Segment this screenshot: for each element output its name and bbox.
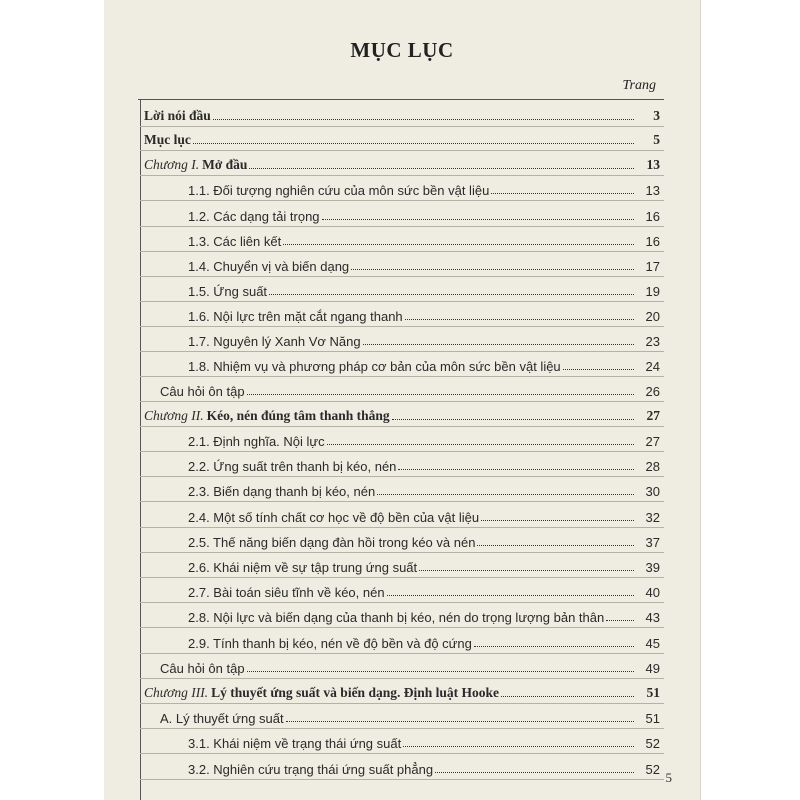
toc-page-number: 27 (645, 434, 660, 449)
toc-entry-label (188, 459, 396, 474)
toc-entry-text: 2.5. Thế năng biến dạng đàn hồi trong kéo và nén (188, 535, 476, 550)
toc-entry-text: 1.4. Chuyển vị và biến dạng (188, 259, 350, 274)
toc-entry-label (188, 259, 349, 274)
toc-entry-label (160, 661, 245, 676)
toc-page-number: 26 (645, 384, 660, 399)
toc-entry-label (188, 359, 561, 374)
toc-entry (188, 555, 660, 575)
toc-row-rule (140, 501, 664, 502)
toc-page-number: 19 (645, 284, 660, 299)
toc-page-number: 5 (653, 132, 660, 147)
toc-row-rule (140, 376, 664, 377)
toc-entry-text: A. Lý thuyết ứng suất (160, 711, 284, 726)
toc-entry-label (188, 334, 361, 349)
toc-entry-label (188, 434, 325, 449)
toc-entry-label (188, 209, 320, 224)
page-number: 5 (665, 770, 672, 785)
toc-leader-dots (247, 671, 634, 672)
toc-row-rule (140, 779, 664, 780)
toc-page-number: 16 (645, 209, 660, 224)
toc-page-number: 23 (645, 334, 660, 349)
toc-row-rule (140, 175, 664, 176)
toc-entry-label (188, 736, 401, 751)
toc-entry-label (144, 157, 247, 173)
toc-chapter-prefix: Chương I. (144, 157, 200, 172)
toc-entry-text: 2.9. Tính thanh bị kéo, nén về độ bền và độ cứng (188, 636, 472, 651)
toc-entry-text: Lý thuyết ứng suất và biến dạng. Định luật Hooke (211, 685, 499, 700)
toc-entry-text: 3.2. Nghiên cứu trạng thái ứng suất phẳng (188, 762, 434, 777)
toc-page-number: 51 (646, 685, 660, 700)
page-title: MỤC LỤC (350, 38, 454, 62)
toc-entry-text: 1.2. Các dạng tải trọng (188, 209, 320, 224)
toc-entry-label (160, 384, 245, 399)
toc-page-number: 45 (645, 636, 660, 651)
toc-entry (188, 631, 660, 651)
toc-entry-text: Câu hỏi ôn tập (160, 661, 245, 676)
toc-leader-dots (481, 520, 634, 521)
toc-leader-dots (477, 545, 634, 546)
toc-leader-dots (351, 269, 634, 270)
toc-entry-label (188, 309, 403, 324)
toc-leader-dots (283, 244, 634, 245)
book-page (104, 0, 701, 800)
toc-entry-text: Câu hỏi ôn tập (160, 384, 245, 399)
toc-entry (188, 479, 660, 499)
toc-list (104, 0, 700, 800)
toc-entry-label (144, 132, 191, 148)
toc-page-number: 39 (645, 560, 660, 575)
toc-entry (144, 681, 660, 701)
toc-entry (188, 429, 660, 449)
toc-entry (188, 731, 660, 751)
toc-leader-dots (363, 344, 634, 345)
toc-entry-text: 1.5. Ứng suất (188, 284, 268, 299)
toc-leader-dots (403, 746, 634, 747)
toc-leader-dots (387, 595, 634, 596)
toc-chapter-prefix: Chương II. (144, 408, 204, 423)
toc-row-rule (140, 200, 664, 201)
toc-leader-dots (249, 168, 634, 169)
toc-leader-dots (286, 721, 634, 722)
toc-row-rule (140, 426, 664, 427)
toc-entry-label (144, 108, 211, 124)
toc-entry (188, 229, 660, 249)
toc-page-number: 28 (645, 459, 660, 474)
toc-leader-dots (563, 369, 634, 370)
toc-row-rule (140, 451, 664, 452)
toc-page-number: 52 (645, 762, 660, 777)
toc-entry-text: 1.6. Nội lực trên mặt cắt ngang thanh (188, 309, 403, 324)
toc-entry-label (144, 408, 390, 424)
toc-entry-text: 1.8. Nhiệm vụ và phương pháp cơ bản của môn sức bền vật liệu (188, 359, 561, 374)
toc-page-number: 43 (645, 610, 660, 625)
toc-entry-text: 1.7. Nguyên lý Xanh Vơ Năng (188, 334, 361, 349)
toc-entry (188, 279, 660, 299)
toc-entry (188, 580, 660, 600)
toc-row-rule (140, 401, 664, 402)
toc-leader-dots (193, 143, 634, 144)
toc-row-rule (140, 476, 664, 477)
toc-entry (188, 178, 660, 198)
toc-page-number: 17 (645, 259, 660, 274)
toc-page-number: 24 (645, 359, 660, 374)
toc-entry (188, 757, 660, 777)
toc-leader-dots (419, 570, 634, 571)
toc-leader-dots (247, 394, 634, 395)
toc-entry-text: 2.8. Nội lực và biến dạng của thanh bị kéo, nén do trọng lượng bản thân (188, 610, 605, 625)
toc-entry (144, 104, 660, 124)
toc-entry-text: 2.3. Biến dạng thanh bị kéo, nén (188, 484, 376, 499)
toc-entry-label (188, 762, 433, 777)
toc-entry (188, 204, 660, 224)
toc-entry (160, 379, 660, 399)
toc-page-number: 13 (645, 183, 660, 198)
toc-entry-text: Kéo, nén đúng tâm thanh thẳng (206, 408, 390, 423)
toc-entry (144, 404, 660, 424)
toc-leader-dots (606, 620, 634, 621)
toc-entry (160, 706, 660, 726)
toc-entry-text: 2.7. Bài toán siêu tĩnh về kéo, nén (188, 585, 385, 600)
toc-page-number: 37 (645, 535, 660, 550)
toc-entry-text: Mở đầu (202, 157, 248, 172)
toc-chapter-prefix: Chương III. (144, 685, 209, 700)
toc-row-rule (140, 251, 664, 252)
toc-entry (188, 530, 660, 550)
toc-row-rule (140, 577, 664, 578)
toc-entry-text: 3.1. Khái niệm về trạng thái ứng suất (188, 736, 402, 751)
toc-entry-label (188, 183, 489, 198)
toc-entry-label (188, 636, 472, 651)
toc-leader-dots (398, 469, 634, 470)
toc-entry (188, 304, 660, 324)
toc-leader-dots (435, 772, 634, 773)
toc-entry-label (188, 510, 479, 525)
toc-entry-label (160, 711, 284, 726)
toc-leader-dots (322, 219, 634, 220)
page-column-header: Trang (622, 78, 656, 93)
toc-page-number: 3 (653, 108, 660, 123)
toc-entry-label (188, 560, 417, 575)
toc-entry (188, 505, 660, 525)
toc-row-rule (140, 753, 664, 754)
toc-leader-dots (501, 696, 634, 697)
toc-page-number: 27 (646, 408, 660, 423)
toc-row-rule (140, 678, 664, 679)
toc-row-rule (140, 728, 664, 729)
toc-row-rule (140, 326, 664, 327)
toc-page-number: 16 (645, 234, 660, 249)
toc-page-number: 13 (646, 157, 660, 172)
toc-entry-text: 2.1. Định nghĩa. Nội lực (188, 434, 325, 449)
toc-row-rule (140, 627, 664, 628)
toc-entry-text: 1.1. Đối tượng nghiên cứu của môn sức bền vật liệu (188, 183, 490, 198)
toc-row-rule (140, 226, 664, 227)
toc-leader-dots (474, 646, 634, 647)
toc-page-number: 20 (645, 309, 660, 324)
toc-page-number: 30 (645, 484, 660, 499)
toc-page-number: 52 (645, 736, 660, 751)
toc-row-rule (140, 150, 664, 151)
toc-entry-label (144, 685, 499, 701)
toc-row-rule (140, 552, 664, 553)
toc-row-rule (140, 653, 664, 654)
toc-entry (188, 354, 660, 374)
toc-entry (144, 153, 660, 173)
toc-entry-label (188, 284, 267, 299)
toc-entry-text: Lời nói đầu (144, 108, 211, 123)
toc-entry-text: 1.3. Các liên kết (188, 234, 282, 249)
toc-leader-dots (392, 419, 634, 420)
toc-leader-dots (327, 444, 634, 445)
toc-entry (188, 329, 660, 349)
toc-row-rule (140, 602, 664, 603)
toc-entry-text: 2.6. Khái niệm về sự tập trung ứng suất (188, 560, 418, 575)
toc-row-rule (140, 351, 664, 352)
toc-entry-label (188, 484, 375, 499)
toc-leader-dots (213, 119, 634, 120)
toc-leader-dots (491, 193, 634, 194)
toc-row-rule (140, 527, 664, 528)
toc-entry-label (188, 234, 281, 249)
toc-entry-label (188, 535, 475, 550)
toc-entry-text: 2.4. Một số tính chất cơ học về độ bền của vật liệu (188, 510, 480, 525)
toc-page-number: 32 (645, 510, 660, 525)
toc-leader-dots (405, 319, 634, 320)
toc-entry (188, 454, 660, 474)
toc-entry-text: Mục lục (144, 132, 191, 147)
toc-entry (188, 254, 660, 274)
toc-entry-label (188, 585, 385, 600)
toc-page-number: 40 (645, 585, 660, 600)
toc-row-rule (140, 276, 664, 277)
toc-entry-text: 2.2. Ứng suất trên thanh bị kéo, nén (188, 459, 397, 474)
toc-entry (188, 605, 660, 625)
toc-entry (144, 128, 660, 148)
toc-entry-label (188, 610, 604, 625)
toc-page-number: 51 (645, 711, 660, 726)
toc-row-rule (140, 126, 664, 127)
toc-leader-dots (269, 294, 634, 295)
toc-row-rule (140, 301, 664, 302)
toc-leader-dots (377, 494, 634, 495)
toc-page-number: 49 (645, 661, 660, 676)
toc-row-rule (140, 703, 664, 704)
toc-entry (160, 656, 660, 676)
